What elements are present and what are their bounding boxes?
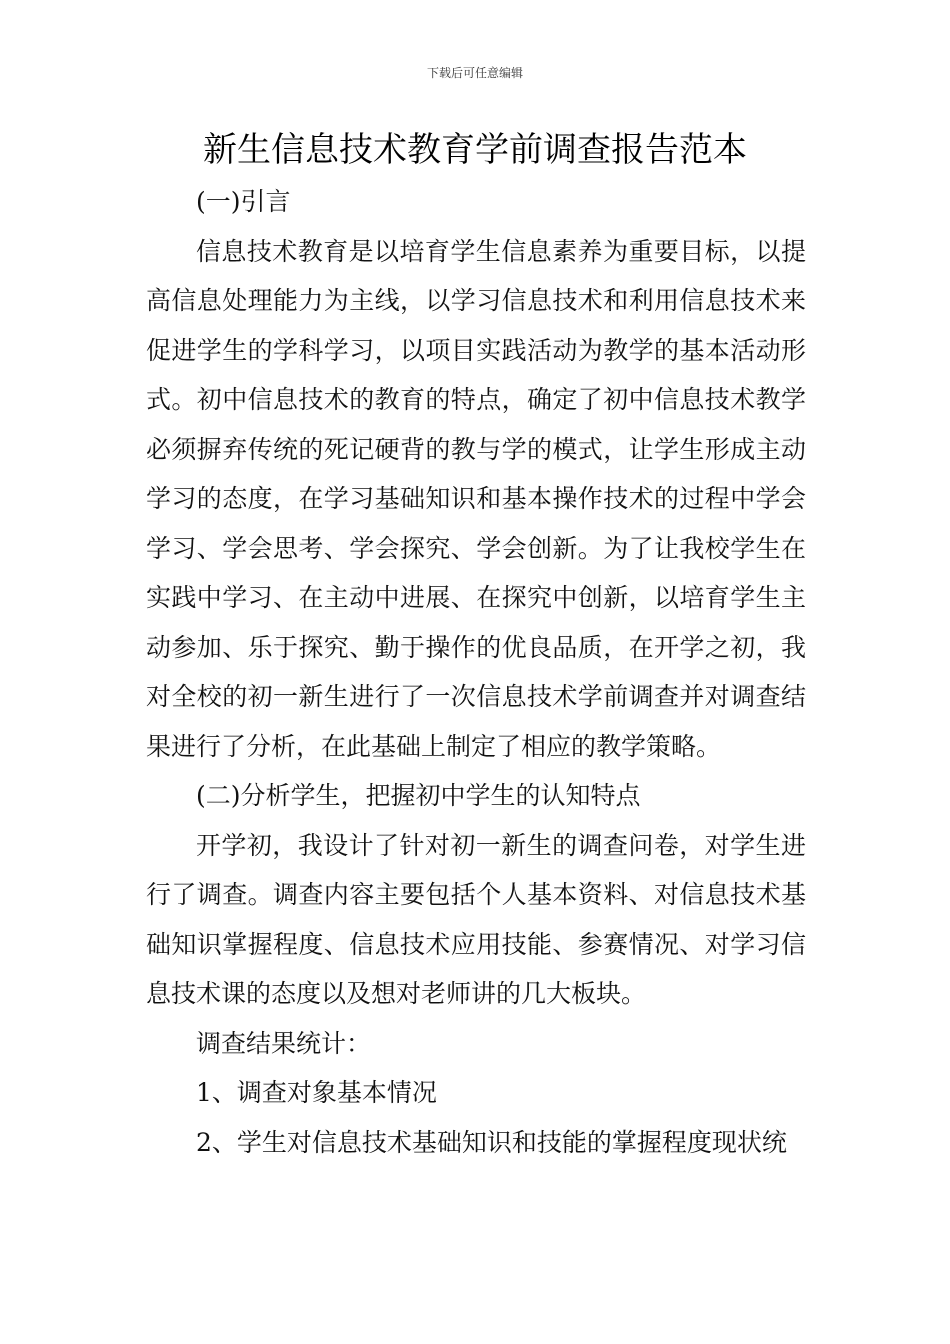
section-heading-introduction: (一)引言 [196, 187, 291, 216]
document-body [146, 177, 806, 1167]
paragraph-introduction: 信息技术教育是以培育学生信息素养为重要目标，以提高信息处理能力为主线，以学习信息技术和利用信息技术来促进学生的学科学习，以项目实践活动为教学的基本活动形式。初中信息技术的教育的特点，确定了初中信息技术教学必须摒弃传统的死记硬背的教与学的模式，让学生形成主动学习的态度，在学习基础知识和基本操作技术的过程中学会学习、学会思考、学会探究、学会创新。为了让我校学生在实践中学习、在主动中进展、在探究中创新，以培育学生主动参加、乐于探究、勤于操作的优良品质，在开学之初，我对全校的初一新生进行了一次信息技术学前调查并对调查结果进行了分析，在此基础上制定了相应的教学策略。 [146, 236, 806, 761]
document-title: 新生信息技术教育学前调查报告范本 [203, 130, 747, 170]
paragraph-survey: 开学初，我设计了针对初一新生的调查问卷，对学生进行了调查。调查内容主要包括个人基本资料、对信息技术基础知识掌握程度、信息技术应用技能、参赛情况、对学习信息技术课的态度以及想对老师讲的几大板块。 [146, 830, 806, 1008]
list-item-2: 2、学生对信息技术基础知识和技能的掌握程度现状统 [196, 1127, 787, 1157]
page-header-note: 下载后可任意编辑 [426, 66, 523, 80]
paragraph-results-label: 调查结果统计： [196, 1028, 372, 1058]
list-item-1: 1、调查对象基本情况 [196, 1078, 437, 1107]
section-heading-analysis: (二)分析学生，把握初中学生的认知特点 [196, 781, 641, 810]
